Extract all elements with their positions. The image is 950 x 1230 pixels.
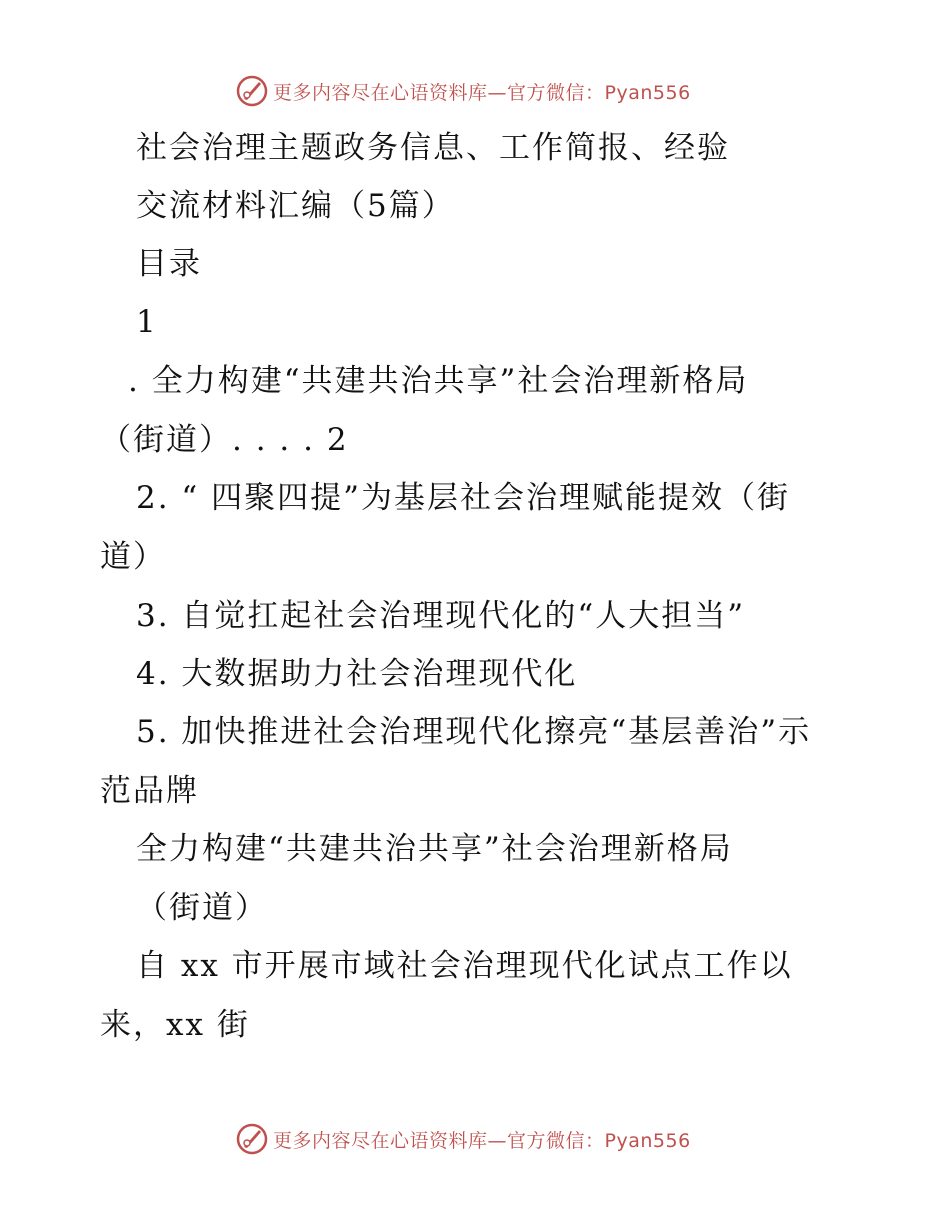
toc-item-2-line-1: 2. “ 四聚四提”为基层社会治理赋能提效（街 [136, 480, 790, 516]
quill-logo-icon [235, 74, 269, 108]
section-title-line-2: （街道） [136, 890, 268, 926]
toc-item-4: 4. 大数据助力社会治理现代化 [136, 656, 578, 692]
watermark-banner-top [235, 72, 715, 110]
watermark-text: 更多内容尽在心语资料库—官方微信：Pyan556 [273, 1129, 691, 1152]
toc-item-1-line-2: （街道）. . . . 2 [100, 422, 349, 458]
toc-item-2-line-2: 道） [100, 539, 166, 575]
toc-heading: 目录 [136, 246, 202, 282]
section-title-line-1: 全力构建“共建共治共享”社会治理新格局 [136, 831, 733, 867]
toc-item-1-line-1: . 全力构建“共建共治共享”社会治理新格局 [128, 363, 749, 399]
quill-logo-icon [235, 1122, 269, 1156]
doc-title-line-1: 社会治理主题政务信息、工作简报、经验 [136, 130, 730, 166]
body-paragraph-line-2: 来，xx 街 [100, 1007, 250, 1043]
watermark-banner-bottom [235, 1120, 715, 1158]
toc-item-5-line-1: 5. 加快推进社会治理现代化擦亮“基层善治”示 [136, 714, 812, 750]
toc-item-3: 3. 自觉扛起社会治理现代化的“人大担当” [136, 598, 746, 634]
toc-number: 1 [136, 304, 158, 340]
toc-item-5-line-2: 范品牌 [100, 773, 199, 809]
watermark-text: 更多内容尽在心语资料库—官方微信：Pyan556 [273, 81, 691, 104]
body-paragraph-line-1: 自 xx 市开展市域社会治理现代化试点工作以 [136, 948, 793, 984]
doc-title-line-2: 交流材料汇编（5篇） [136, 188, 455, 224]
